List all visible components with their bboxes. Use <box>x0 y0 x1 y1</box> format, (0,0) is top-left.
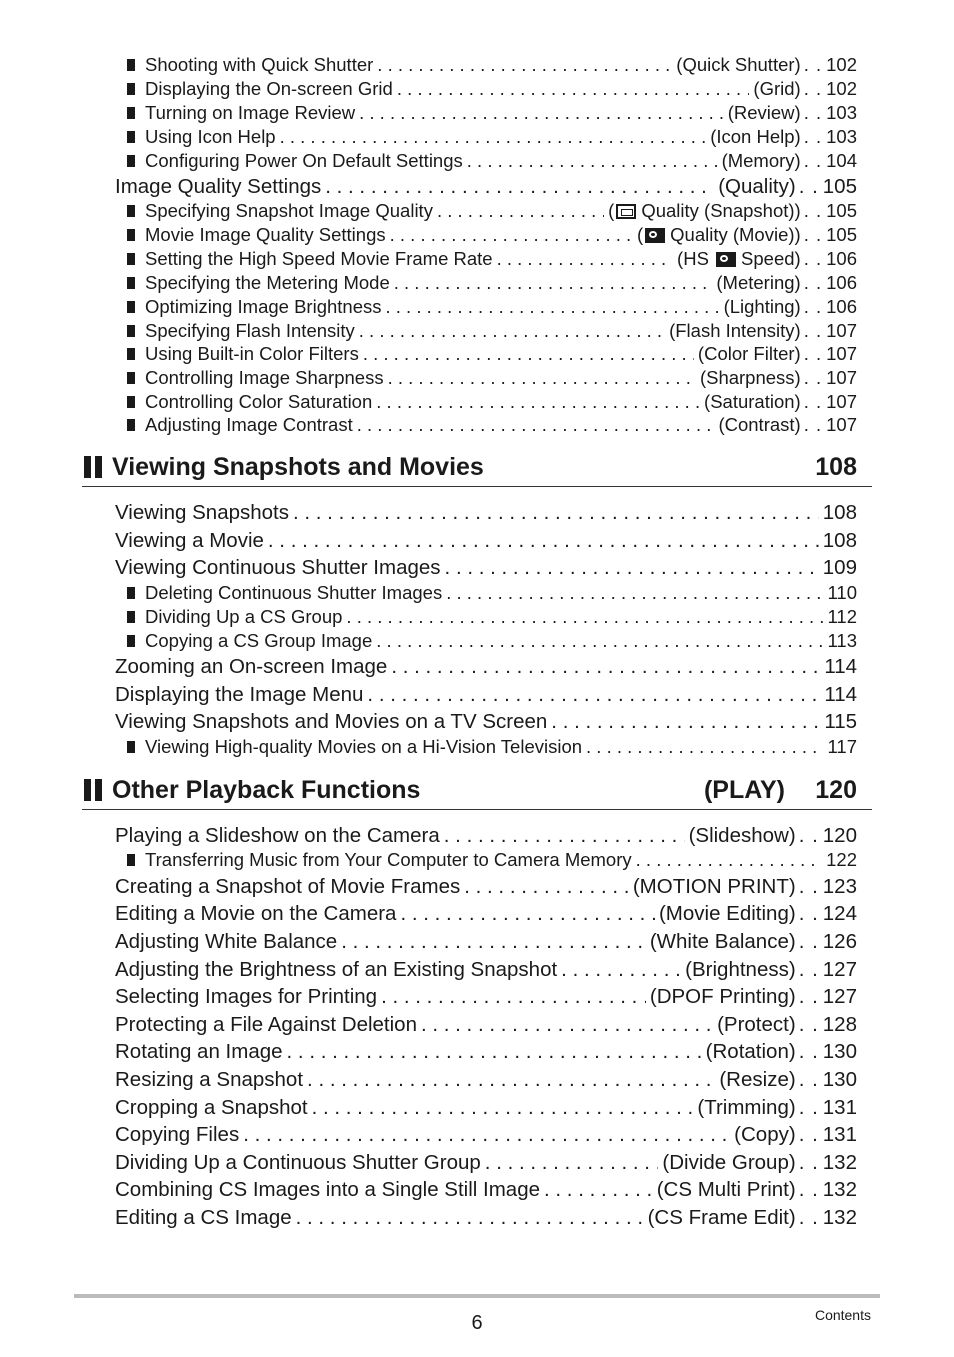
leader-dots: . . <box>803 296 823 317</box>
reference-text: (White Balance) <box>649 930 796 953</box>
leader-dots: . . <box>798 985 819 1008</box>
entry-reference <box>724 295 801 319</box>
reference-text: Quality (Movie)) <box>670 224 801 245</box>
toc-subentry[interactable] <box>127 390 857 414</box>
entry-title: Zooming an On-screen Image <box>115 655 388 678</box>
leader-dots: . . <box>803 126 823 147</box>
reference-text: (MOTION PRINT) <box>632 875 796 898</box>
leader-dots <box>586 735 823 759</box>
entry-page-number: 103 <box>826 102 857 123</box>
toc-entry[interactable] <box>115 1204 857 1231</box>
entry-page-number: 123 <box>822 875 857 898</box>
entry-reference <box>633 873 796 900</box>
leader-dots <box>293 499 819 526</box>
snapshot-icon <box>616 204 636 219</box>
reference-text: (CS Multi Print) <box>656 1178 796 1201</box>
leader-dots <box>397 77 750 101</box>
leader-dots <box>497 247 673 271</box>
leader-dots: . . <box>803 102 823 123</box>
leader-dots <box>561 956 681 983</box>
entry-title: Specifying the Metering Mode <box>145 272 390 293</box>
leader-dots <box>280 125 707 149</box>
toc-entry[interactable] <box>115 653 857 680</box>
entry-reference <box>734 1121 796 1148</box>
section-title: Viewing Snapshots and Movies <box>112 453 484 481</box>
toc-subentry[interactable] <box>127 413 857 437</box>
leader-dots <box>359 319 665 343</box>
bullet-icon <box>127 372 135 384</box>
entry-title: Movie Image Quality Settings <box>145 224 386 245</box>
entry-page-number: 114 <box>824 683 857 706</box>
entry-title: Deleting Continuous Shutter Images <box>145 582 443 603</box>
leader-dots <box>346 605 823 629</box>
reference-text: (Divide Group) <box>662 1151 796 1174</box>
toc-subentry[interactable] <box>127 149 857 173</box>
leader-dots: . . <box>798 1068 819 1091</box>
bullet-icon <box>127 325 135 337</box>
leader-dots <box>268 527 819 554</box>
entry-page-number: 109 <box>822 556 857 579</box>
reference-text: (Review) <box>727 102 801 123</box>
toc-subentry[interactable] <box>127 605 857 629</box>
toc-entry[interactable] <box>115 983 857 1010</box>
section-page: 120 <box>815 776 857 804</box>
reference-text: (Grid) <box>753 78 801 99</box>
reference-text: (Icon Help) <box>710 126 801 147</box>
reference-prefix: ( <box>608 200 615 221</box>
entry-reference <box>657 1176 796 1203</box>
toc-subentry[interactable] <box>127 342 857 366</box>
reference-text: (Lighting) <box>723 296 801 317</box>
reference-prefix: ( <box>636 224 644 245</box>
reference-text: (Protect) <box>717 1013 796 1036</box>
toc-subentry[interactable] <box>127 247 857 271</box>
leader-dots: . . <box>803 150 823 171</box>
bullet-icon <box>127 131 135 143</box>
entry-page-number: 105 <box>826 224 857 245</box>
toc-subentry[interactable] <box>127 125 857 149</box>
reference-text: (Color Filter) <box>697 343 801 364</box>
entry-title: Cropping a Snapshot <box>115 1096 308 1119</box>
entry-page-number: 106 <box>826 248 857 269</box>
entry-page-number: 107 <box>826 391 857 412</box>
entry-page-number: 130 <box>822 1040 857 1063</box>
entry-title: Viewing High-quality Movies on a Hi-Vision Television <box>145 736 583 757</box>
entry-reference <box>650 928 796 955</box>
toc-subentry[interactable] <box>127 223 857 247</box>
entry-page-number: 104 <box>826 150 857 171</box>
entry-title: Dividing Up a CS Group <box>145 606 343 627</box>
entry-title: Adjusting Image Contrast <box>145 414 353 435</box>
reference-text: Speed) <box>741 248 801 269</box>
entry-title: Combining CS Images into a Single Still Image <box>115 1178 541 1201</box>
toc-subentry[interactable] <box>127 101 857 125</box>
reference-text: (CS Frame Edit) <box>647 1206 796 1229</box>
entry-page-number: 110 <box>827 582 857 603</box>
entry-reference <box>637 223 801 247</box>
entry-reference <box>689 822 796 849</box>
leader-dots <box>421 1011 713 1038</box>
entry-title: Using Built-in Color Filters <box>145 343 359 364</box>
leader-dots: . . <box>803 272 823 293</box>
toc-subentry[interactable] <box>127 295 857 319</box>
entry-title: Viewing Snapshots <box>115 501 289 524</box>
toc-subentry[interactable] <box>127 629 857 653</box>
leader-dots <box>544 1176 653 1203</box>
leader-dots <box>386 295 720 319</box>
leader-dots: . . <box>798 1178 819 1201</box>
entry-page-number: 127 <box>822 958 857 981</box>
leader-dots <box>381 983 646 1010</box>
entry-page-number: 102 <box>826 54 857 75</box>
entry-title: Viewing a Movie <box>115 529 264 552</box>
entry-title: Copying Files <box>115 1123 240 1146</box>
section-title: Other Playback Functions <box>112 776 421 804</box>
toc-entry[interactable] <box>115 1038 857 1065</box>
leader-dots <box>391 653 820 680</box>
leader-dots <box>394 271 713 295</box>
entry-page-number: 108 <box>822 501 857 524</box>
section-marker-icon <box>84 456 104 478</box>
entry-reference <box>698 342 801 366</box>
reference-text: (Flash Intensity) <box>669 320 801 341</box>
entry-page-number: 112 <box>827 606 857 627</box>
toc-subentry[interactable] <box>127 735 857 759</box>
leader-dots <box>296 1204 644 1231</box>
entry-title: Controlling Image Sharpness <box>145 367 384 388</box>
reference-text: (Movie Editing) <box>658 902 796 925</box>
entry-title: Protecting a File Against Deletion <box>115 1013 417 1036</box>
entry-reference <box>706 1038 796 1065</box>
toc-subentry[interactable] <box>127 319 857 343</box>
bullet-icon <box>127 587 135 599</box>
reference-text: (Resize) <box>719 1068 796 1091</box>
entry-title: Setting the High Speed Movie Frame Rate <box>145 248 493 269</box>
entry-title: Editing a CS Image <box>115 1206 292 1229</box>
entry-page-number: 106 <box>826 272 857 293</box>
leader-dots: . . <box>798 175 819 198</box>
leader-dots: . . <box>798 930 819 953</box>
entry-title: Adjusting the Brightness of an Existing Snapshot <box>115 958 558 981</box>
bullet-icon <box>127 155 135 167</box>
reference-prefix: (HS <box>677 248 715 269</box>
reference-text: (Memory) <box>721 150 801 171</box>
toc-entry[interactable] <box>115 173 857 200</box>
leader-dots <box>446 581 823 605</box>
entry-page-number: 107 <box>826 343 857 364</box>
entry-reference <box>717 1011 796 1038</box>
leader-dots <box>464 873 629 900</box>
leader-dots: . . <box>803 414 823 435</box>
entry-reference <box>685 956 796 983</box>
entry-page-number: 114 <box>824 655 857 678</box>
leader-dots: . . <box>803 224 823 245</box>
entry-title: Transferring Music from Your Computer to Camera Memory <box>145 849 632 870</box>
entry-title: Turning on Image Review <box>145 102 356 123</box>
toc-subentry[interactable] <box>127 271 857 295</box>
entry-page-number: 131 <box>822 1096 857 1119</box>
toc-entry[interactable] <box>115 1011 857 1038</box>
entry-page-number: 132 <box>822 1178 857 1201</box>
section-page: 108 <box>815 453 857 481</box>
toc-subentry[interactable] <box>127 581 857 605</box>
toc-entry[interactable] <box>115 900 857 927</box>
entry-reference <box>659 900 796 927</box>
leader-dots: . . <box>798 902 819 925</box>
footer-label: Contents <box>814 1307 871 1323</box>
bullet-icon <box>127 277 135 289</box>
entry-page-number: 130 <box>822 1068 857 1091</box>
toc-entry[interactable] <box>115 499 857 526</box>
entry-reference <box>700 366 801 390</box>
entry-title: Shooting with Quick Shutter <box>145 54 374 75</box>
entry-title: Viewing Snapshots and Movies on a TV Screen <box>115 710 548 733</box>
bullet-icon <box>127 253 135 265</box>
leader-dots <box>359 101 724 125</box>
leader-dots: . . <box>798 1096 819 1119</box>
section-heading-playback <box>82 775 872 810</box>
entry-title: Dividing Up a Continuous Shutter Group <box>115 1151 481 1174</box>
entry-title: Adjusting White Balance <box>115 930 338 953</box>
entry-title: Controlling Color Saturation <box>145 391 373 412</box>
leader-dots: . . <box>798 875 819 898</box>
toc-entry[interactable] <box>115 873 857 900</box>
entry-page-number: 124 <box>822 902 857 925</box>
toc-subentry[interactable] <box>127 366 857 390</box>
reference-text: (Contrast) <box>718 414 801 435</box>
leader-dots <box>400 900 655 927</box>
bullet-icon <box>127 301 135 313</box>
reference-text: (Saturation) <box>704 391 801 412</box>
toc-entry[interactable] <box>115 708 857 735</box>
bullet-icon <box>127 741 135 753</box>
movie-icon <box>645 228 665 243</box>
leader-dots: . . <box>798 958 819 981</box>
entry-page-number: 131 <box>822 1123 857 1146</box>
toc-subentry[interactable] <box>127 77 857 101</box>
leader-dots <box>325 173 714 200</box>
leader-dots <box>363 342 694 366</box>
leader-dots: . . <box>798 1123 819 1146</box>
entry-title: Copying a CS Group Image <box>145 630 373 651</box>
toc-subentry[interactable] <box>127 848 857 872</box>
entry-reference <box>718 413 800 437</box>
entry-title: Optimizing Image Brightness <box>145 296 382 317</box>
leader-dots <box>390 223 633 247</box>
leader-dots: . . <box>803 320 823 341</box>
toc-entry[interactable] <box>115 1066 857 1093</box>
reference-text: (Trimming) <box>697 1096 796 1119</box>
entry-reference <box>697 1094 795 1121</box>
toc-entry[interactable] <box>115 1094 857 1121</box>
entry-page-number: 120 <box>822 824 857 847</box>
leader-dots <box>445 554 819 581</box>
entry-title: Using Icon Help <box>145 126 276 147</box>
bullet-icon <box>127 396 135 408</box>
leader-dots <box>312 1094 694 1121</box>
entry-title: Editing a Movie on the Camera <box>115 902 397 925</box>
leader-dots <box>307 1066 715 1093</box>
entry-title: Image Quality Settings <box>115 175 322 198</box>
entry-reference <box>722 149 801 173</box>
reference-text: (Brightness) <box>685 958 796 981</box>
entry-page-number: 102 <box>826 78 857 99</box>
leader-dots: . . <box>798 1040 819 1063</box>
entry-reference <box>704 390 801 414</box>
entry-page-number: 132 <box>822 1151 857 1174</box>
bullet-icon <box>127 205 135 217</box>
entry-title: Playing a Slideshow on the Camera <box>115 824 440 847</box>
entry-title: Configuring Power On Default Settings <box>145 150 463 171</box>
entry-page-number: 107 <box>826 414 857 435</box>
toc-entry[interactable] <box>115 822 857 849</box>
leader-dots: . . <box>803 54 823 75</box>
bullet-icon <box>127 348 135 360</box>
bullet-icon <box>127 635 135 647</box>
leader-dots <box>357 413 715 437</box>
reference-text: (DPOF Printing) <box>649 985 796 1008</box>
entry-reference <box>718 173 795 200</box>
leader-dots <box>551 708 820 735</box>
entry-page-number: 108 <box>822 529 857 552</box>
bullet-icon <box>127 229 135 241</box>
leader-dots <box>377 53 672 77</box>
entry-title: Specifying Snapshot Image Quality <box>145 200 433 221</box>
reference-text: (Quality) <box>718 175 796 198</box>
reference-text: (Rotation) <box>705 1040 796 1063</box>
bullet-icon <box>127 419 135 431</box>
bullet-icon <box>127 854 135 866</box>
leader-dots: . . <box>803 78 823 99</box>
toc-entry[interactable] <box>115 527 857 554</box>
toc-entry[interactable] <box>115 956 857 983</box>
entry-page-number: 128 <box>822 1013 857 1036</box>
leader-dots: . . <box>803 367 823 388</box>
entry-title: Selecting Images for Printing <box>115 985 378 1008</box>
entry-title: Displaying the Image Menu <box>115 683 364 706</box>
leader-dots <box>388 366 696 390</box>
toc-subentry[interactable] <box>127 199 857 223</box>
reference-text: Quality (Snapshot)) <box>641 200 801 221</box>
leader-dots <box>367 681 820 708</box>
bullet-icon <box>127 59 135 71</box>
toc-entry[interactable] <box>115 1121 857 1148</box>
entry-page-number: 113 <box>827 630 857 651</box>
entry-page-number: 105 <box>826 200 857 221</box>
entry-reference <box>662 1149 795 1176</box>
entry-reference <box>608 199 801 223</box>
reference-text: (Sharpness) <box>699 367 801 388</box>
entry-title: Resizing a Snapshot <box>115 1068 304 1091</box>
bullet-icon <box>127 83 135 95</box>
bullet-icon <box>127 107 135 119</box>
entry-reference <box>710 125 800 149</box>
entry-title: Viewing Continuous Shutter Images <box>115 556 441 579</box>
reference-text: (Metering) <box>716 272 801 293</box>
entry-title: Rotating an Image <box>115 1040 283 1063</box>
entry-reference <box>716 271 800 295</box>
bullet-icon <box>127 611 135 623</box>
footer-rule <box>74 1294 880 1298</box>
leader-dots: . . <box>798 1013 819 1036</box>
section-mode: (PLAY) <box>703 776 785 804</box>
movie-icon <box>716 252 736 267</box>
entry-reference <box>677 247 801 271</box>
leader-dots: . . <box>803 343 823 364</box>
leader-dots <box>444 822 685 849</box>
entry-reference <box>648 1204 796 1231</box>
entry-page-number: 103 <box>826 126 857 147</box>
entry-page-number: 127 <box>822 985 857 1008</box>
leader-dots <box>636 848 822 872</box>
entry-title: Specifying Flash Intensity <box>145 320 355 341</box>
entry-reference <box>676 53 800 77</box>
entry-reference <box>728 101 801 125</box>
entry-page-number: 126 <box>822 930 857 953</box>
entry-reference <box>669 319 801 343</box>
leader-dots: . . <box>803 200 823 221</box>
reference-text: (Quick Shutter) <box>676 54 801 75</box>
entry-page-number: 117 <box>827 736 857 757</box>
leader-dots: . . <box>798 1151 819 1174</box>
toc-entry[interactable] <box>115 554 857 581</box>
leader-dots <box>485 1149 659 1176</box>
entry-page-number: 107 <box>826 320 857 341</box>
leader-dots: . . <box>798 1206 819 1229</box>
leader-dots <box>243 1121 730 1148</box>
leader-dots <box>437 199 604 223</box>
leader-dots <box>376 629 823 653</box>
entry-reference <box>753 77 800 101</box>
entry-page-number: 115 <box>824 710 857 733</box>
section-heading-viewing <box>82 452 872 487</box>
leader-dots: . . <box>803 248 823 269</box>
toc-entry[interactable] <box>115 928 857 955</box>
entry-reference <box>650 983 796 1010</box>
entry-page-number: 122 <box>826 849 857 870</box>
section-marker-icon <box>84 779 104 801</box>
toc-entry[interactable] <box>115 1176 857 1203</box>
toc-entry[interactable] <box>115 1149 857 1176</box>
leader-dots <box>341 928 646 955</box>
footer-page-number: 6 <box>471 1312 483 1334</box>
entry-title: Displaying the On-screen Grid <box>145 78 393 99</box>
leader-dots <box>467 149 718 173</box>
leader-dots: . . <box>798 824 819 847</box>
leader-dots <box>287 1038 702 1065</box>
entry-page-number: 105 <box>822 175 857 198</box>
reference-text: (Copy) <box>734 1123 796 1146</box>
leader-dots <box>376 390 700 414</box>
entry-page-number: 107 <box>826 367 857 388</box>
leader-dots: . . <box>803 391 823 412</box>
entry-title: Creating a Snapshot of Movie Frames <box>115 875 461 898</box>
reference-text: (Slideshow) <box>688 824 796 847</box>
toc-entry[interactable] <box>115 681 857 708</box>
entry-page-number: 106 <box>826 296 857 317</box>
toc-subentry[interactable] <box>127 53 857 77</box>
entry-page-number: 132 <box>822 1206 857 1229</box>
entry-reference <box>719 1066 795 1093</box>
